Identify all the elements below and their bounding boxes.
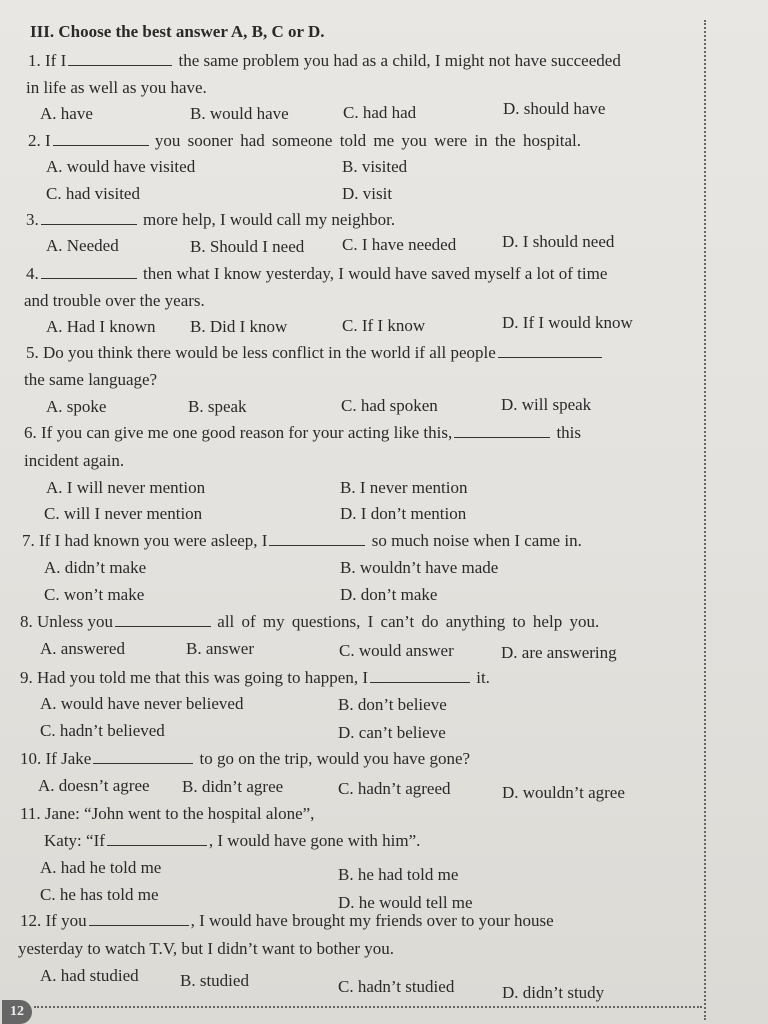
q2-option-d: D. visit	[342, 184, 393, 203]
q11-option-a: A. had he told me	[40, 858, 162, 877]
q4-option-c: C. If I know	[342, 316, 426, 335]
question-5-line-2: the same language?	[24, 370, 158, 389]
q5-option-c: C. had spoken	[341, 396, 438, 415]
q12-option-c: C. hadn’t studied	[338, 977, 455, 996]
q1-option-a: A. have	[40, 104, 93, 123]
answer-blank	[454, 422, 550, 438]
question-6-line-1: 6. If you can give me one good reason for your acting like this, this	[24, 423, 581, 442]
answer-blank	[89, 910, 189, 926]
dotted-footer-rule	[34, 1006, 702, 1008]
question-3-line-1: 3. more help, I would call my neighbor.	[26, 210, 396, 229]
q3-option-b: B. Should I need	[190, 237, 305, 256]
q12-option-b: B. studied	[180, 971, 249, 990]
answer-blank	[68, 50, 172, 66]
question-4-line-2: and trouble over the years.	[24, 291, 205, 310]
q3-option-d: D. I should need	[502, 232, 615, 251]
question-12-line-1: 12. If you , I would have brought my friends over to your house	[20, 911, 554, 930]
question-2-line-1: 2. I you sooner had someone told me you were in the hospital.	[28, 131, 582, 150]
q1-option-b: B. would have	[190, 104, 289, 123]
page-number: 12	[2, 1000, 32, 1024]
q10-option-a: A. doesn’t agree	[38, 776, 150, 795]
q8-option-a: A. answered	[40, 639, 125, 658]
q1-option-c: C. had had	[343, 103, 417, 122]
q11-option-d: D. he would tell me	[338, 893, 473, 912]
q6-option-a: A. I will never mention	[46, 478, 206, 497]
question-10-line-1: 10. If Jake to go on the trip, would you have gone?	[20, 749, 471, 768]
q10-option-b: B. didn’t agree	[182, 777, 284, 796]
dotted-margin-border	[704, 20, 706, 1020]
question-9-line-1: 9. Had you told me that this was going to happen, I it.	[20, 668, 490, 687]
answer-blank	[41, 263, 137, 279]
q9-option-c: C. hadn’t believed	[40, 721, 165, 740]
q4-option-b: B. Did I know	[190, 317, 288, 336]
q8-option-d: D. are answering	[501, 643, 617, 662]
q12-option-a: A. had studied	[40, 966, 139, 985]
answer-blank	[41, 209, 137, 225]
q6-option-c: C. will I never mention	[44, 504, 203, 523]
q12-option-d: D. didn’t study	[502, 983, 605, 1002]
q6-option-d: D. I don’t mention	[340, 504, 467, 523]
section-heading: III. Choose the best answer A, B, C or D.	[30, 22, 325, 41]
q7-option-d: D. don’t make	[340, 585, 438, 604]
q7-option-b: B. wouldn’t have made	[340, 558, 499, 577]
q9-option-b: B. don’t believe	[338, 695, 447, 714]
question-5-line-1: 5. Do you think there would be less conflict in the world if all people	[26, 342, 604, 364]
question-1-line-1: 1. If I the same problem you had as a child, I might not have succeeded	[28, 51, 621, 70]
question-11-line-2: Katy: “If , I would have gone with him”.	[44, 831, 421, 850]
answer-blank	[53, 130, 149, 146]
q8-option-c: C. would answer	[339, 641, 454, 660]
q6-option-b: B. I never mention	[340, 478, 468, 497]
answer-blank	[107, 830, 207, 846]
q4-option-d: D. If I would know	[502, 313, 633, 332]
q10-option-d: D. wouldn’t agree	[502, 783, 625, 802]
q9-option-d: D. can’t believe	[338, 723, 446, 742]
answer-blank	[93, 748, 193, 764]
question-1-line-2: in life as well as you have.	[26, 78, 207, 97]
question-7-line-1: 7. If I had known you were asleep, I so much noise when I came in.	[22, 531, 582, 550]
answer-blank	[370, 667, 470, 683]
answer-blank	[269, 530, 365, 546]
question-8-line-1: 8. Unless you all of my questions, I can’t do anything to help you.	[20, 612, 600, 631]
question-6-line-2: incident again.	[24, 451, 125, 470]
q11-option-b: B. he had told me	[338, 865, 459, 884]
q8-option-b: B. answer	[186, 639, 254, 658]
q2-option-a: A. would have visited	[46, 157, 196, 176]
q7-option-a: A. didn’t make	[44, 558, 147, 577]
q3-option-c: C. I have needed	[342, 235, 457, 254]
q5-option-b: B. speak	[188, 397, 247, 416]
q10-option-c: C. hadn’t agreed	[338, 779, 451, 798]
q7-option-c: C. won’t make	[44, 585, 145, 604]
q11-option-c: C. he has told me	[40, 885, 159, 904]
q4-option-a: A. Had I known	[46, 317, 156, 336]
q9-option-a: A. would have never believed	[40, 694, 244, 713]
q2-option-b: B. visited	[342, 157, 408, 176]
question-11-line-1: 11. Jane: “John went to the hospital alone”,	[20, 804, 315, 823]
q5-option-a: A. spoke	[46, 397, 107, 416]
question-12-line-2: yesterday to watch T.V, but I didn’t want to bother you.	[18, 939, 394, 958]
q5-option-d: D. will speak	[501, 395, 592, 414]
q2-option-c: C. had visited	[46, 184, 140, 203]
q1-option-d: D. should have	[503, 99, 606, 118]
question-4-line-1: 4. then what I know yesterday, I would have saved myself a lot of time	[26, 264, 608, 283]
q3-option-a: A. Needed	[46, 236, 119, 255]
answer-blank	[498, 342, 602, 358]
answer-blank	[115, 611, 211, 627]
